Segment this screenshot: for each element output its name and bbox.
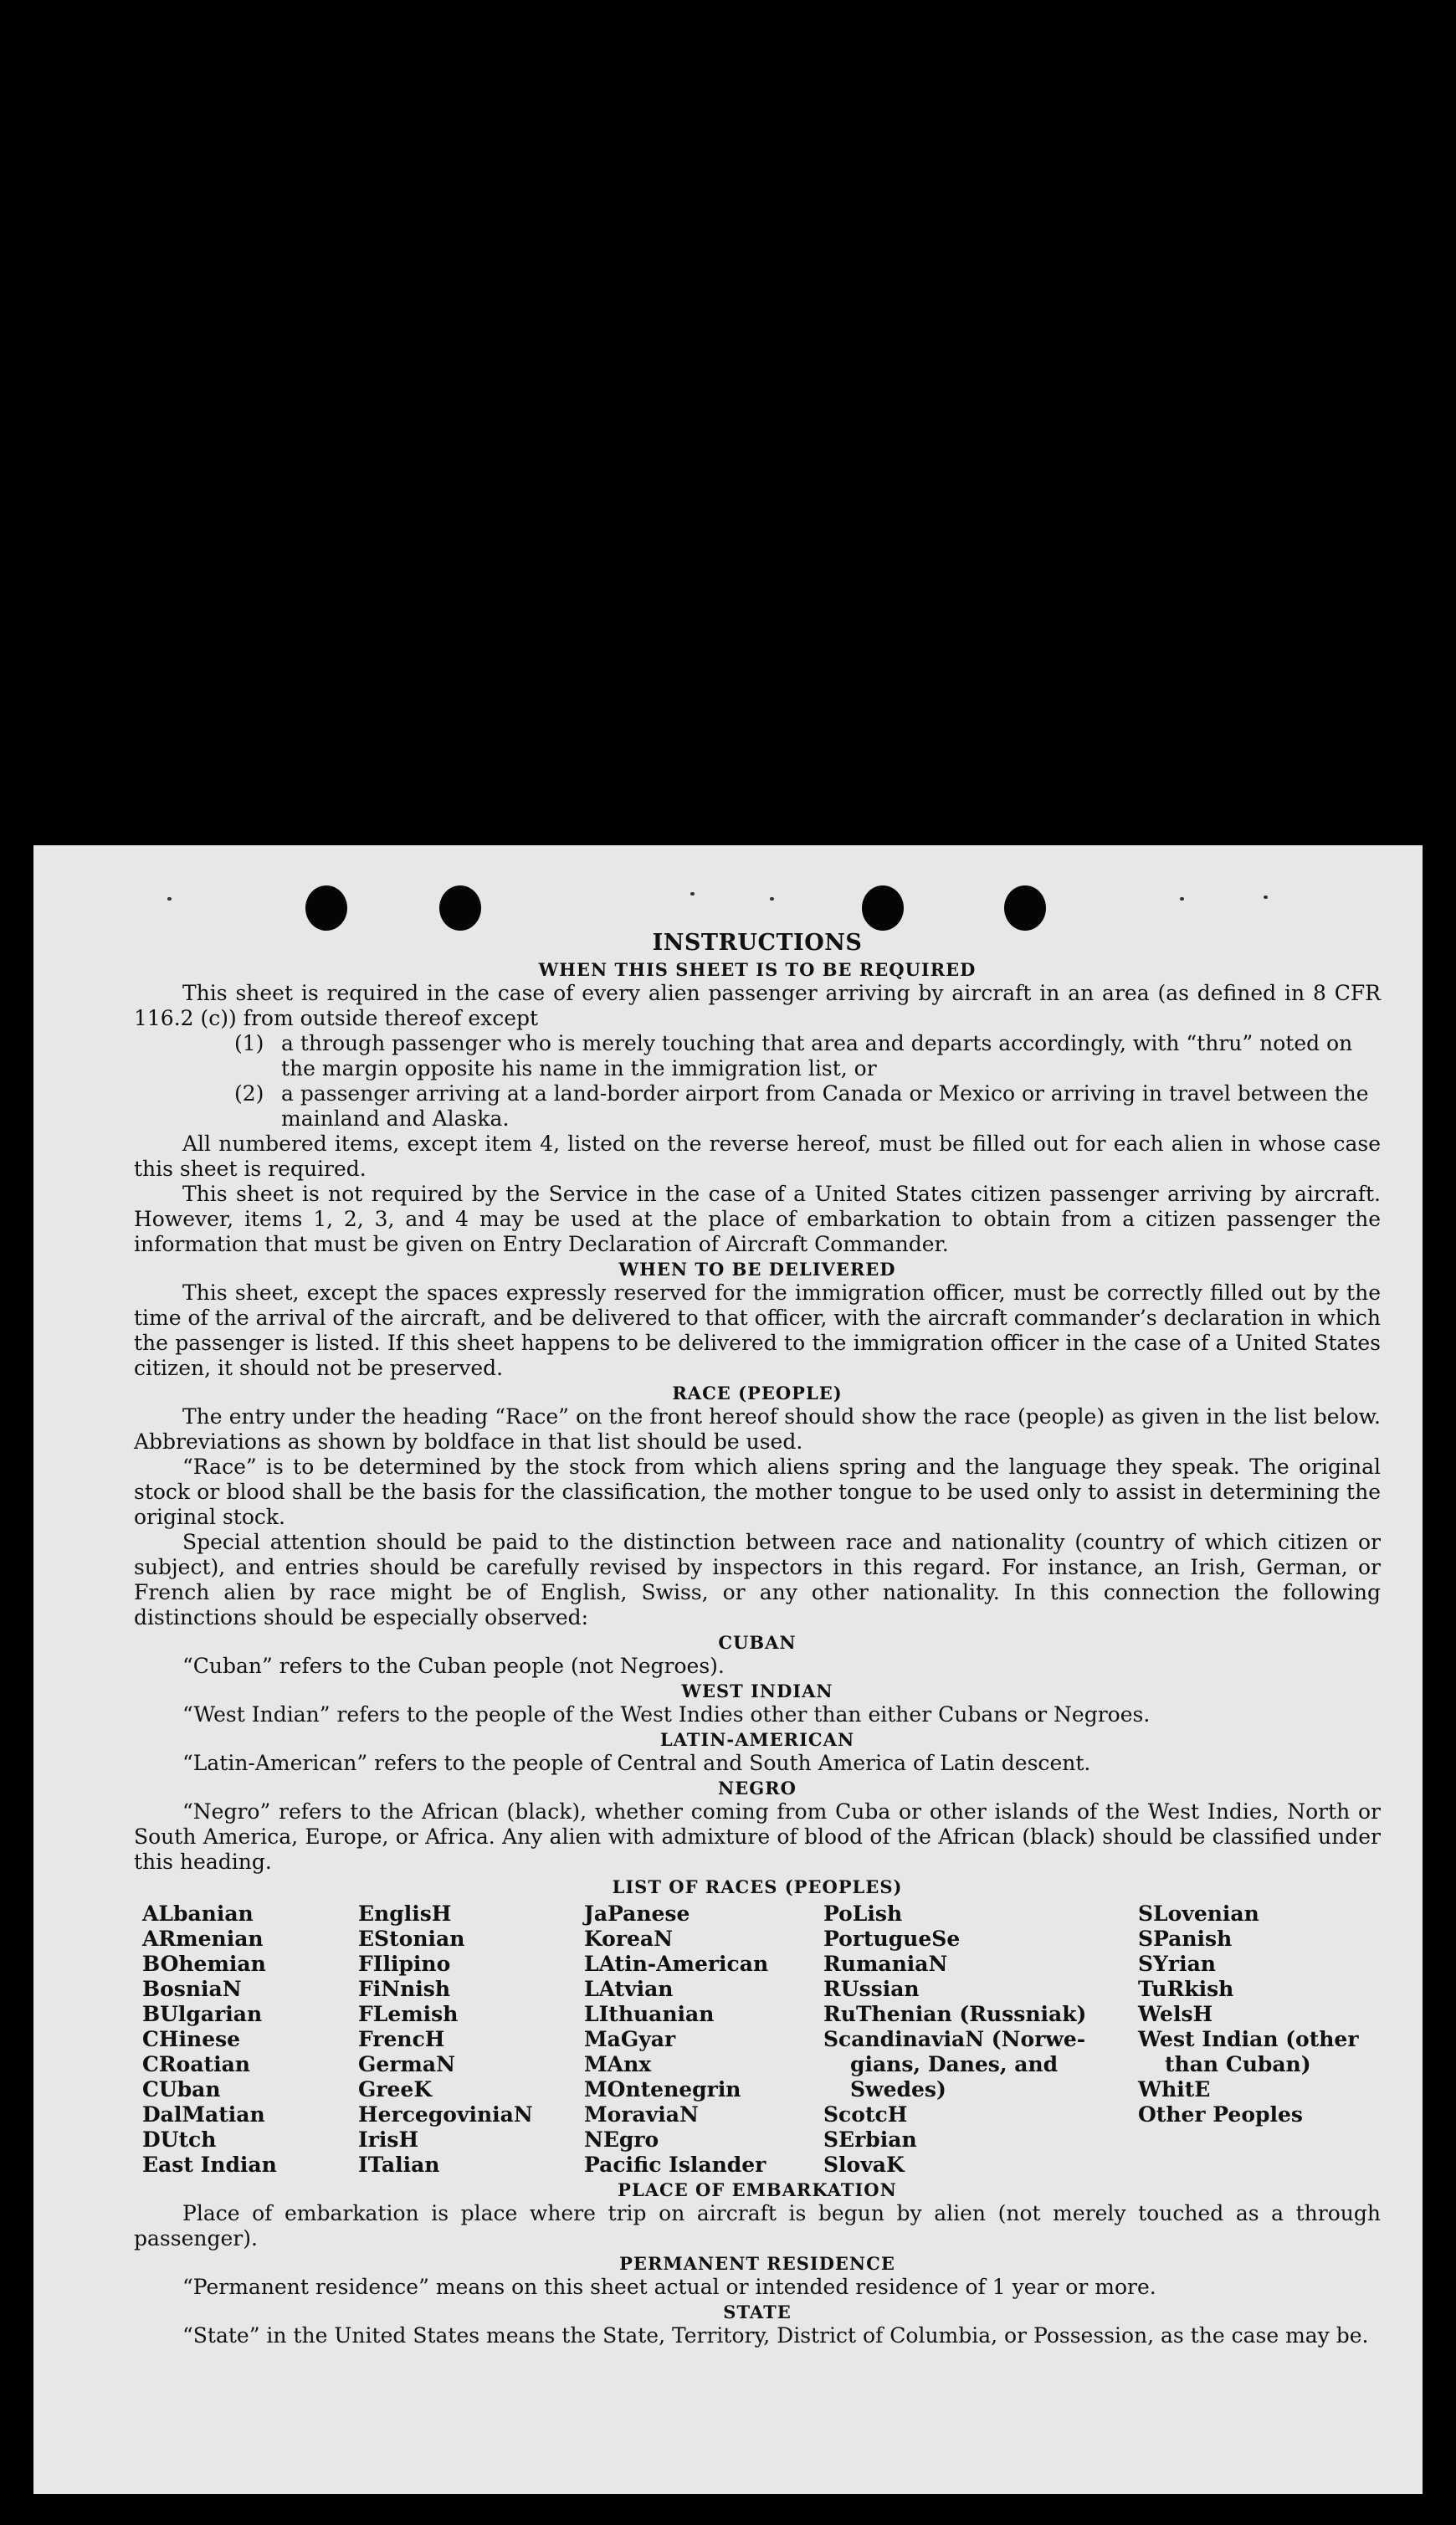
heading-negro: NEGRO bbox=[718, 1778, 797, 1799]
delivery-paragraph: This sheet, except the spaces expressly reserved for the immigration officer, must be correctly filled out by the time of the arrival of the aircraft, and be delivered to that officer, with the aircraft commander’s declaration in which the passenger is listed. If this sheet happens to be delivered to the immigration officer in the case of a United States citizen, it should not be preserved. bbox=[134, 1280, 1381, 1380]
race-entry: WhitE bbox=[1138, 2077, 1211, 2102]
race-entry: GreeK bbox=[358, 2077, 433, 2102]
punch-hole bbox=[1004, 885, 1046, 931]
race-entry: DalMatian bbox=[142, 2102, 265, 2127]
race-entry: LAtvian bbox=[584, 1977, 674, 2001]
race-entry: ALbanian bbox=[142, 1901, 254, 1926]
item-text: a passenger arriving at a land-border airport from Canada or Mexico or arriving in travel between the mainland and Alaska. bbox=[281, 1081, 1369, 1131]
heading-when-delivered: WHEN TO BE DELIVERED bbox=[618, 1259, 896, 1280]
race-entry: GermaN bbox=[358, 2052, 455, 2076]
race-entry: ARmenian bbox=[142, 1927, 264, 1951]
heading-cuban: CUBAN bbox=[718, 1632, 797, 1653]
race-column-3 bbox=[584, 1901, 823, 2178]
punch-hole bbox=[862, 885, 904, 931]
race-entry: FrencH bbox=[358, 2027, 445, 2051]
race-entry: East Indian bbox=[142, 2153, 277, 2177]
race-entry: FiNnish bbox=[358, 1977, 451, 2001]
west-indian-paragraph: “West Indian” refers to the people of the West Indies other than either Cubans or Negroes. bbox=[182, 1702, 1151, 1727]
race-entry: WelsH bbox=[1138, 2002, 1213, 2026]
race-entry: MOntenegrin bbox=[584, 2077, 741, 2102]
race-entry: DUtch bbox=[142, 2127, 217, 2152]
exception-item-1 bbox=[234, 1031, 1381, 1081]
race-paragraph-1: The entry under the heading “Race” on the front hereof should show the race (people) as given in the list below. Abbreviations as shown by boldface in that list should be used. bbox=[134, 1404, 1381, 1454]
heading-embarkation: PLACE OF EMBARKATION bbox=[618, 2179, 897, 2200]
race-entry: NEgro bbox=[584, 2127, 659, 2152]
heading-west-indian: WEST INDIAN bbox=[681, 1681, 833, 1701]
race-column-1 bbox=[142, 1901, 358, 2178]
race-entry: ScotcH bbox=[823, 2102, 908, 2127]
race-entry: West Indian (other bbox=[1138, 2027, 1359, 2051]
race-entry: RUssian bbox=[823, 1977, 920, 2001]
heading-race: RACE (PEOPLE) bbox=[672, 1383, 843, 1404]
numbered-items-paragraph: All numbered items, except item 4, listed on the reverse hereof, must be filled out for each alien in whose case this sheet is required. bbox=[134, 1132, 1381, 1181]
race-entry: PoLish bbox=[823, 1901, 903, 1926]
race-entry: PortugueSe bbox=[823, 1927, 961, 1951]
item-number: (1) bbox=[234, 1031, 264, 1055]
race-entry: LIthuanian bbox=[584, 2002, 715, 2026]
heading-when-required: WHEN THIS SHEET IS TO BE REQUIRED bbox=[538, 959, 977, 980]
race-entry: MoraviaN bbox=[584, 2102, 699, 2127]
paper-speck bbox=[690, 892, 695, 896]
page-title: INSTRUCTIONS bbox=[652, 930, 863, 956]
race-entry: SPanish bbox=[1138, 1927, 1233, 1951]
item-number: (2) bbox=[234, 1081, 264, 1106]
race-entry: CRoatian bbox=[142, 2052, 250, 2076]
race-entry: ITalian bbox=[358, 2153, 440, 2177]
citizen-paragraph: This sheet is not required by the Service in the case of a United States citizen passenger arriving by aircraft. However, items 1, 2, 3, and 4 may be used at the place of embarkation to obtain from a citizen passenger the information that must be given on Entry Declaration of Aircraft Commander. bbox=[134, 1182, 1381, 1256]
item-text: a through passenger who is merely touching that area and departs accordingly, with “thru” noted on the margin opposite his name in the immigration list, or bbox=[281, 1031, 1353, 1080]
race-entry: gians, Danes, and bbox=[850, 2052, 1059, 2076]
race-entry: SlovaK bbox=[823, 2153, 905, 2177]
race-entry: CUban bbox=[142, 2077, 221, 2102]
race-entry: Other Peoples bbox=[1138, 2102, 1303, 2127]
document-sheet bbox=[33, 845, 1423, 2494]
race-entry: MaGyar bbox=[584, 2027, 676, 2051]
race-paragraph-2: “Race” is to be determined by the stock from which aliens spring and the language they speak. The original stock or blood shall be the basis for the classification, the mother tongue to be used only to assist in determining the original stock. bbox=[134, 1455, 1381, 1529]
race-entry: MAnx bbox=[584, 2052, 652, 2076]
latin-american-paragraph: “Latin-American” refers to the people of Central and South America of Latin descent. bbox=[182, 1751, 1091, 1775]
race-entry: JaPanese bbox=[584, 1901, 690, 1926]
heading-latin-american: LATIN-AMERICAN bbox=[659, 1729, 855, 1750]
race-entry: BUlgarian bbox=[142, 2002, 263, 2026]
race-entry: FLemish bbox=[358, 2002, 459, 2026]
race-entry: than Cuban) bbox=[1165, 2052, 1311, 2076]
race-column-2 bbox=[358, 1901, 584, 2178]
punch-hole bbox=[439, 885, 481, 931]
negro-paragraph: “Negro” refers to the African (black), whether coming from Cuba or other islands of the West Indies, North or South America, Europe, or Africa. Any alien with admixture of blood of the African (black) should be classified under this heading. bbox=[134, 1799, 1381, 1874]
race-entry: IrisH bbox=[358, 2127, 419, 2152]
race-entry: ScandinaviaN (Norwe- bbox=[823, 2027, 1086, 2051]
race-column-4 bbox=[823, 1901, 1138, 2178]
race-entry: RuThenian (Russniak) bbox=[823, 2002, 1087, 2026]
race-entry: EStonian bbox=[358, 1927, 465, 1951]
residence-paragraph: “Permanent residence” means on this sheet actual or intended residence of 1 year or more. bbox=[182, 2275, 1156, 2299]
heading-residence: PERMANENT RESIDENCE bbox=[619, 2253, 895, 2274]
race-list bbox=[142, 1901, 1381, 2178]
punch-hole bbox=[305, 885, 347, 931]
paper-speck bbox=[167, 897, 172, 901]
exception-item-2 bbox=[234, 1081, 1381, 1132]
race-entry: SLovenian bbox=[1138, 1901, 1259, 1926]
race-entry: BosniaN bbox=[142, 1977, 242, 2001]
embarkation-paragraph: Place of embarkation is place where trip on aircraft is begun by alien (not merely touched as a through passenger). bbox=[134, 2201, 1381, 2250]
race-entry: FIlipino bbox=[358, 1952, 451, 1976]
race-entry: LAtin-American bbox=[584, 1952, 769, 1976]
race-entry: CHinese bbox=[142, 2027, 241, 2051]
race-entry: BOhemian bbox=[142, 1952, 266, 1976]
race-entry: EnglisH bbox=[358, 1901, 452, 1926]
race-entry: Pacific Islander bbox=[584, 2153, 766, 2177]
race-entry: SErbian bbox=[823, 2127, 917, 2152]
race-entry: HercegoviniaN bbox=[358, 2102, 533, 2127]
race-column-5 bbox=[1138, 1901, 1359, 2178]
cuban-paragraph: “Cuban” refers to the Cuban people (not Negroes). bbox=[182, 1654, 725, 1678]
state-paragraph: “State” in the United States means the State, Territory, District of Columbia, or Possession, as the case may be. bbox=[182, 2323, 1369, 2348]
paper-speck bbox=[1180, 897, 1184, 901]
heading-list-of-races: LIST OF RACES (PEOPLES) bbox=[612, 1876, 903, 1897]
race-paragraph-3: Special attention should be paid to the distinction between race and nationality (country of which citizen or subject), and entries should be carefully revised by inspectors in this regard. For instance, an Irish, German, or French alien by race might be of English, Swiss, or any other nationality. In this connection the following distinctions should be especially observed: bbox=[134, 1530, 1381, 1629]
race-entry: SYrian bbox=[1138, 1952, 1216, 1976]
race-entry: TuRkish bbox=[1138, 1977, 1234, 2001]
race-entry: Swedes) bbox=[850, 2077, 946, 2102]
heading-state: STATE bbox=[723, 2302, 792, 2322]
paper-speck bbox=[1264, 896, 1268, 899]
race-entry: KoreaN bbox=[584, 1927, 673, 1951]
paper-speck bbox=[770, 897, 774, 901]
intro-paragraph: This sheet is required in the case of every alien passenger arriving by aircraft in an area (as defined in 8 CFR 116.2 (c)) from outside thereof except bbox=[134, 981, 1381, 1030]
race-entry: RumaniaN bbox=[823, 1952, 948, 1976]
